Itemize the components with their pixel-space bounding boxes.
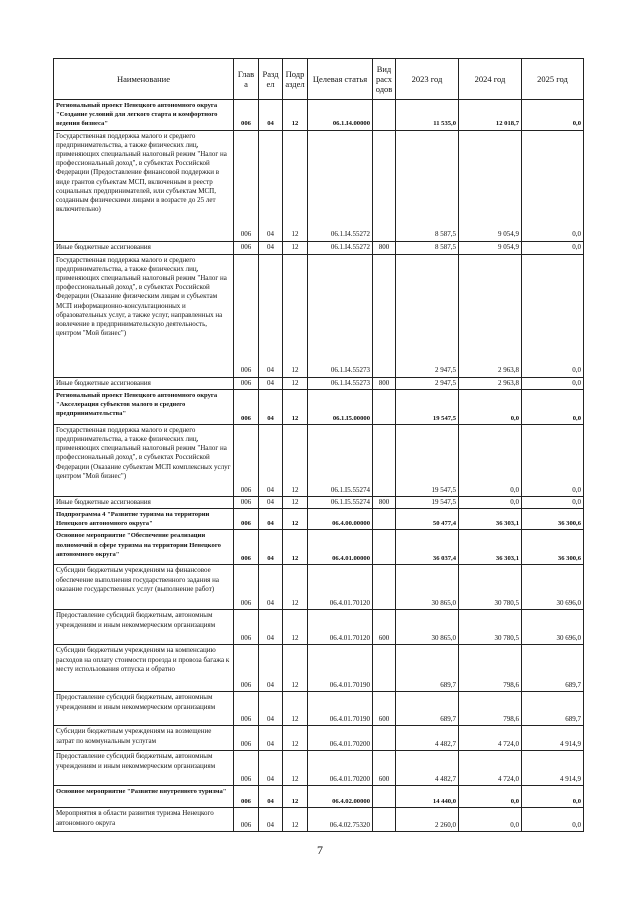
header-vid: Вид расх одов bbox=[373, 59, 396, 100]
row-podrazdel: 12 bbox=[283, 808, 308, 832]
row-2024: 0,0 bbox=[459, 786, 522, 808]
row-glava: 006 bbox=[234, 254, 259, 377]
header-name: Наименование bbox=[54, 59, 234, 100]
row-razdel: 04 bbox=[259, 786, 283, 808]
row-2024: 36 303,1 bbox=[459, 509, 522, 530]
row-2025: 0,0 bbox=[522, 377, 584, 389]
row-razdel: 04 bbox=[259, 610, 283, 645]
row-podrazdel: 12 bbox=[283, 254, 308, 377]
row-2024: 9 054,9 bbox=[459, 130, 522, 241]
row-2025: 36 300,6 bbox=[522, 509, 584, 530]
row-podrazdel: 12 bbox=[283, 692, 308, 726]
row-2024: 2 963,8 bbox=[459, 254, 522, 377]
table-row bbox=[54, 610, 584, 645]
row-razdel: 04 bbox=[259, 645, 283, 692]
table-row bbox=[54, 692, 584, 726]
header-razdel: Разд ел bbox=[259, 59, 283, 100]
row-2024: 798,6 bbox=[459, 645, 522, 692]
row-vid bbox=[373, 424, 396, 496]
row-2024: 0,0 bbox=[459, 496, 522, 508]
row-podrazdel: 12 bbox=[283, 377, 308, 389]
row-name: Основное мероприятие "Развитие внутреннего туризма" bbox=[54, 786, 234, 808]
row-podrazdel: 12 bbox=[283, 241, 308, 254]
row-name: Иные бюджетные ассигнования bbox=[54, 377, 234, 389]
row-name: Государственная поддержка малого и среднего предпринимательства, а также физических лиц, применяющих специальный налоговый режим "Налог на профессиональный доход", в субъектах Российской Федерации (Предоставление финансовой поддержки в виде грантов субъектам МСП, включенным в реестр социальных предпринимателей, или субъектам МСП, созданным физическими лицами в возрасте до 25 лет включительно) bbox=[54, 130, 234, 241]
row-target: 06.4.01.70120 bbox=[308, 610, 373, 645]
row-razdel: 04 bbox=[259, 377, 283, 389]
row-2023: 50 477,4 bbox=[396, 509, 459, 530]
row-2025: 689,7 bbox=[522, 692, 584, 726]
row-razdel: 04 bbox=[259, 808, 283, 832]
row-vid: 800 bbox=[373, 496, 396, 508]
row-2023: 8 587,5 bbox=[396, 241, 459, 254]
row-target: 06.4.01.70200 bbox=[308, 751, 373, 786]
row-vid: 800 bbox=[373, 377, 396, 389]
row-2024: 2 963,8 bbox=[459, 377, 522, 389]
table-row bbox=[54, 786, 584, 808]
row-podrazdel: 12 bbox=[283, 645, 308, 692]
row-glava: 006 bbox=[234, 496, 259, 508]
row-2024: 30 780,5 bbox=[459, 565, 522, 610]
row-name: Субсидии бюджетным учреждениям на возмещение затрат по коммунальным услугам bbox=[54, 726, 234, 751]
header-glava: Глав а bbox=[234, 59, 259, 100]
row-vid bbox=[373, 100, 396, 131]
row-razdel: 04 bbox=[259, 726, 283, 751]
row-2024: 4 724,0 bbox=[459, 726, 522, 751]
row-2023: 19 547,5 bbox=[396, 496, 459, 508]
row-razdel: 04 bbox=[259, 130, 283, 241]
budget-table bbox=[53, 58, 584, 832]
row-2024: 9 054,9 bbox=[459, 241, 522, 254]
row-2024: 0,0 bbox=[459, 424, 522, 496]
row-glava: 006 bbox=[234, 389, 259, 424]
row-name: Мероприятия в области развития туризма Ненецкого автономного округа bbox=[54, 808, 234, 832]
row-2025: 0,0 bbox=[522, 808, 584, 832]
row-2025: 0,0 bbox=[522, 100, 584, 131]
page-number: 7 bbox=[317, 843, 323, 857]
row-vid: 600 bbox=[373, 692, 396, 726]
row-name: Предоставление субсидий бюджетным, автономным учреждениям и иным некоммерческим организациям bbox=[54, 692, 234, 726]
row-name: Государственная поддержка малого и среднего предпринимательства, а также физических лиц, применяющих специальный налоговый режим "Налог на профессиональный доход", в субъектах Российской Федерации (Оказание физическим лицам и субъектам МСП информационно-консультационных и образовательных услуг, а также услуг, направленных на вовлечение в предпринимательскую деятельность, центром "Мой бизнес") bbox=[54, 254, 234, 377]
table-header-row bbox=[54, 59, 584, 100]
row-target: 06.4.01.70190 bbox=[308, 692, 373, 726]
row-name: Основное мероприятие "Обеспечение реализации полномочий в сфере туризма на территории Ненецкого автономного округа" bbox=[54, 530, 234, 565]
row-2024: 30 780,5 bbox=[459, 610, 522, 645]
row-2024: 12 018,7 bbox=[459, 100, 522, 131]
row-2024: 798,6 bbox=[459, 692, 522, 726]
header-2025: 2025 год bbox=[522, 59, 584, 100]
row-name: Иные бюджетные ассигнования bbox=[54, 496, 234, 508]
row-razdel: 04 bbox=[259, 100, 283, 131]
row-2025: 30 696,0 bbox=[522, 610, 584, 645]
row-target: 06.1.I4.55272 bbox=[308, 130, 373, 241]
table-row bbox=[54, 377, 584, 389]
row-target: 06.1.I5.00000 bbox=[308, 389, 373, 424]
row-2023: 4 482,7 bbox=[396, 751, 459, 786]
row-2025: 0,0 bbox=[522, 389, 584, 424]
row-vid bbox=[373, 645, 396, 692]
row-2025: 0,0 bbox=[522, 241, 584, 254]
row-name: Иные бюджетные ассигнования bbox=[54, 241, 234, 254]
row-2025: 4 914,9 bbox=[522, 726, 584, 751]
row-2025: 36 300,6 bbox=[522, 530, 584, 565]
row-target: 06.1.I4.55273 bbox=[308, 377, 373, 389]
row-glava: 006 bbox=[234, 565, 259, 610]
row-2023: 4 482,7 bbox=[396, 726, 459, 751]
row-glava: 006 bbox=[234, 808, 259, 832]
row-podrazdel: 12 bbox=[283, 389, 308, 424]
row-2023: 2 947,5 bbox=[396, 377, 459, 389]
table-row bbox=[54, 424, 584, 496]
row-target: 06.4.01.70200 bbox=[308, 726, 373, 751]
table-row bbox=[54, 808, 584, 832]
row-podrazdel: 12 bbox=[283, 100, 308, 131]
row-glava: 006 bbox=[234, 692, 259, 726]
row-glava: 006 bbox=[234, 130, 259, 241]
row-glava: 006 bbox=[234, 726, 259, 751]
table-row bbox=[54, 726, 584, 751]
row-vid: 600 bbox=[373, 751, 396, 786]
table-row bbox=[54, 241, 584, 254]
row-glava: 006 bbox=[234, 786, 259, 808]
table-body bbox=[54, 100, 584, 832]
row-target: 06.1.I4.55273 bbox=[308, 254, 373, 377]
header-target: Целевая статья bbox=[308, 59, 373, 100]
row-name: Региональный проект Ненецкого автономного округа "Акселерация субъектов малого и среднего предпринимательства" bbox=[54, 389, 234, 424]
row-2023: 19 547,5 bbox=[396, 389, 459, 424]
row-podrazdel: 12 bbox=[283, 610, 308, 645]
row-2025: 0,0 bbox=[522, 130, 584, 241]
table-row bbox=[54, 389, 584, 424]
row-target: 06.1.I4.00000 bbox=[308, 100, 373, 131]
row-2024: 0,0 bbox=[459, 389, 522, 424]
row-glava: 006 bbox=[234, 751, 259, 786]
row-podrazdel: 12 bbox=[283, 786, 308, 808]
row-target: 06.4.00.00000 bbox=[308, 509, 373, 530]
row-2023: 689,7 bbox=[396, 645, 459, 692]
row-glava: 006 bbox=[234, 610, 259, 645]
row-podrazdel: 12 bbox=[283, 530, 308, 565]
table-row bbox=[54, 645, 584, 692]
row-razdel: 04 bbox=[259, 496, 283, 508]
row-2024: 4 724,0 bbox=[459, 751, 522, 786]
row-podrazdel: 12 bbox=[283, 130, 308, 241]
row-vid: 800 bbox=[373, 241, 396, 254]
row-glava: 006 bbox=[234, 645, 259, 692]
table-row bbox=[54, 565, 584, 610]
row-target: 06.4.02.75320 bbox=[308, 808, 373, 832]
row-vid: 600 bbox=[373, 610, 396, 645]
row-target: 06.4.02.00000 bbox=[308, 786, 373, 808]
row-2023: 36 037,4 bbox=[396, 530, 459, 565]
row-name: Региональный проект Ненецкого автономного округа "Создание условий для легкого старта и комфортного ведения бизнеса" bbox=[54, 100, 234, 131]
table-row bbox=[54, 509, 584, 530]
row-2025: 0,0 bbox=[522, 786, 584, 808]
row-vid bbox=[373, 808, 396, 832]
header-2024: 2024 год bbox=[459, 59, 522, 100]
row-2025: 30 696,0 bbox=[522, 565, 584, 610]
row-2025: 0,0 bbox=[522, 254, 584, 377]
row-glava: 006 bbox=[234, 509, 259, 530]
row-2024: 0,0 bbox=[459, 808, 522, 832]
row-razdel: 04 bbox=[259, 530, 283, 565]
row-razdel: 04 bbox=[259, 565, 283, 610]
row-glava: 006 bbox=[234, 100, 259, 131]
row-2023: 689,7 bbox=[396, 692, 459, 726]
row-razdel: 04 bbox=[259, 389, 283, 424]
table-row bbox=[54, 530, 584, 565]
row-razdel: 04 bbox=[259, 692, 283, 726]
row-podrazdel: 12 bbox=[283, 509, 308, 530]
row-2024: 36 303,1 bbox=[459, 530, 522, 565]
row-2023: 19 547,5 bbox=[396, 424, 459, 496]
row-2023: 2 260,0 bbox=[396, 808, 459, 832]
row-target: 06.4.01.00000 bbox=[308, 530, 373, 565]
row-target: 06.1.I5.55274 bbox=[308, 496, 373, 508]
row-name: Предоставление субсидий бюджетным, автономным учреждениям и иным некоммерческим организациям bbox=[54, 751, 234, 786]
row-podrazdel: 12 bbox=[283, 726, 308, 751]
row-2025: 0,0 bbox=[522, 424, 584, 496]
row-glava: 006 bbox=[234, 377, 259, 389]
row-2025: 0,0 bbox=[522, 496, 584, 508]
row-razdel: 04 bbox=[259, 509, 283, 530]
row-razdel: 04 bbox=[259, 241, 283, 254]
row-podrazdel: 12 bbox=[283, 496, 308, 508]
row-glava: 006 bbox=[234, 424, 259, 496]
row-target: 06.4.01.70190 bbox=[308, 645, 373, 692]
table-row bbox=[54, 254, 584, 377]
row-vid bbox=[373, 130, 396, 241]
table-row bbox=[54, 751, 584, 786]
table-row bbox=[54, 130, 584, 241]
row-vid bbox=[373, 786, 396, 808]
header-2023: 2023 год bbox=[396, 59, 459, 100]
row-name: Субсидии бюджетным учреждениям на компенсацию расходов на оплату стоимости проезда и провоза багажа к месту использования отпуска и обратно bbox=[54, 645, 234, 692]
header-podrazdel: Подр аздел bbox=[283, 59, 308, 100]
row-2023: 30 865,0 bbox=[396, 565, 459, 610]
row-vid bbox=[373, 509, 396, 530]
row-name: Государственная поддержка малого и среднего предпринимательства, а также физических лиц, применяющих специальный налоговый режим "Налог на профессиональный доход", в субъектах Российской Федерации (Оказание субъектам МСП комплексных услуг центром "Мой бизнес") bbox=[54, 424, 234, 496]
row-name: Субсидии бюджетным учреждениям на финансовое обеспечение выполнения государственного задания на оказание государственных услуг (выполнение работ) bbox=[54, 565, 234, 610]
row-target: 06.1.I4.55272 bbox=[308, 241, 373, 254]
row-vid bbox=[373, 254, 396, 377]
row-2023: 30 865,0 bbox=[396, 610, 459, 645]
row-name: Подпрограмма 4 "Развитие туризма на территории Ненецкого автономного округа" bbox=[54, 509, 234, 530]
row-2023: 14 440,0 bbox=[396, 786, 459, 808]
row-2023: 8 587,5 bbox=[396, 130, 459, 241]
row-podrazdel: 12 bbox=[283, 565, 308, 610]
row-razdel: 04 bbox=[259, 424, 283, 496]
row-name: Предоставление субсидий бюджетным, автономным учреждениям и иным некоммерческим организациям bbox=[54, 610, 234, 645]
row-vid bbox=[373, 726, 396, 751]
row-vid bbox=[373, 565, 396, 610]
row-glava: 006 bbox=[234, 241, 259, 254]
row-vid bbox=[373, 530, 396, 565]
row-podrazdel: 12 bbox=[283, 751, 308, 786]
row-glava: 006 bbox=[234, 530, 259, 565]
row-2025: 4 914,9 bbox=[522, 751, 584, 786]
row-2023: 11 535,0 bbox=[396, 100, 459, 131]
row-razdel: 04 bbox=[259, 751, 283, 786]
row-razdel: 04 bbox=[259, 254, 283, 377]
row-target: 06.1.I5.55274 bbox=[308, 424, 373, 496]
row-2025: 689,7 bbox=[522, 645, 584, 692]
row-vid bbox=[373, 389, 396, 424]
table-row bbox=[54, 100, 584, 131]
row-2023: 2 947,5 bbox=[396, 254, 459, 377]
row-podrazdel: 12 bbox=[283, 424, 308, 496]
table-row bbox=[54, 496, 584, 508]
row-target: 06.4.01.70120 bbox=[308, 565, 373, 610]
